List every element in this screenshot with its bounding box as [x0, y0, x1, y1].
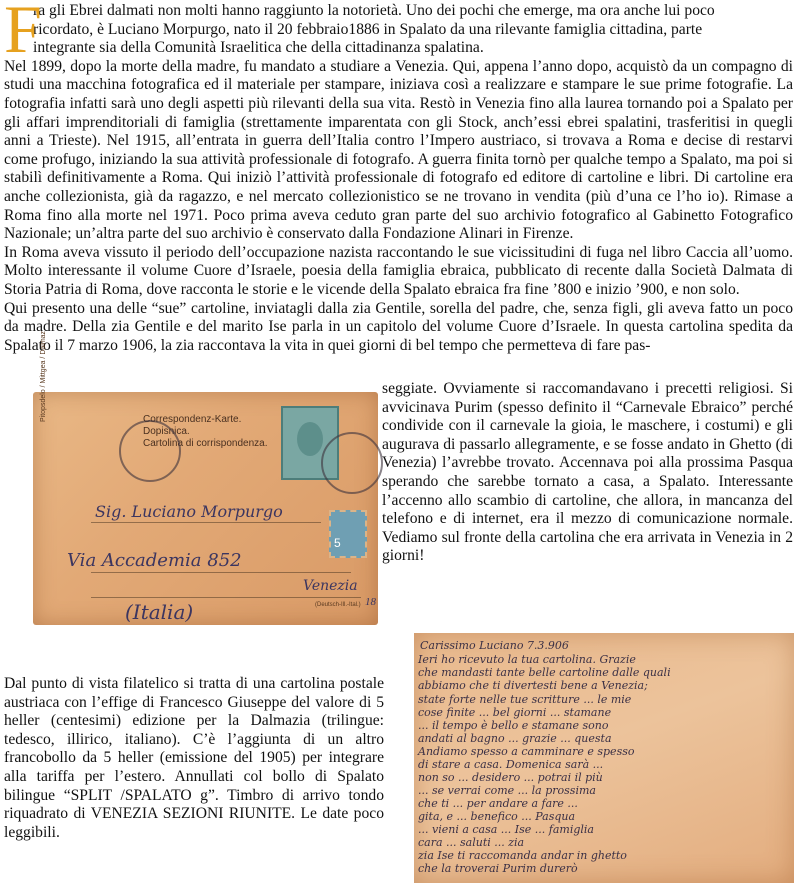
postmark-spalato	[119, 420, 181, 482]
paragraph-rome: In Roma aveva vissuto il periodo dell’occupazione nazista raccontando le sue vicissitudini di fuga nel libro Caccia all’uomo. Molto interessante il volume Cuore d’Israele, poesia della famiglia ebraica, pubblicato di recente dalla Società Dalmata di Storia Patria di Roma, dove racconta le storie e le vicende della Spalato ebraica fra fine ’800 e inizio ’900, e non solo.	[4, 243, 793, 298]
addressee-handwriting: Sig. Luciano Morpurgo	[95, 502, 283, 521]
left-column-text: Dal punto di vista filatelico si tratta di una cartolina postale austriaca con l’effige di Francesco Giuseppe del valore di 5 heller (centesimi) edizione per la Dalmazia (trilingue: tedesco, illirico, italiano). C’è l’aggiunta di un altro francobollo da 5 heller (emissione del 1905) per integrare alla tariffa per l’estero. Annullati col bollo di Spalato bilingue “SPLIT /SPALATO g”. Timbro di arrivo tondo riquadrato di VENEZIA SEZIONI RIUNITE. Le date poco leggibili.	[4, 675, 384, 841]
intro-paragraph	[4, 0, 793, 67]
address-line	[91, 572, 351, 573]
postcard-front-image	[33, 330, 378, 625]
intro-line-1: ra gli Ebrei dalmati non molti hanno raggiunto la notorietà. Uno dei pochi che emerge, ma ora anche lui poco	[33, 2, 715, 19]
postcard-header: Correspondenz-Karte. Dopisnica. Cartolina di corrispondenza.	[143, 414, 268, 449]
postcard-number: 18	[365, 596, 376, 608]
postcard-side-text: Pitopsdelo / Mittgea / Dalmaz	[40, 330, 47, 422]
extra-stamp	[329, 510, 367, 558]
right-column-text: seggiate. Ovviamente si raccomandavano i precetti religiosi. Si avvicinava Purim (spesso definito il “Carnevale Ebraico” perché condivide con il carnevale la gioia, le maschere, i costumi) e gli augurava di passarlo allegramente, e se fosse andato in Ghetto (di Venezia) l’avrebbe trovato. Accennava poi alla prossima Pasqua sperando che sarebbe tornato a casa, a Spalato. Interessante l’accenno allo scambio di cartoline, che allora, in mancanza del telefono e di internet, era il mezzo di comunicazione normale. Vediamo sul fronte della cartolina che era arrivata in Venezia in 2 giorni!	[382, 380, 793, 565]
postcard-back-image: Carissimo Luciano 7.3.906 Ieri ho ricevuto la tua cartolina. Grazie che mandasti tante belle cartoline dalle quali abbiamo che ti divertesti bene a Venezia; state forte nelle tue scritture ... le mie cose finite ... bel giorni ... stamane ... il tempo è bello e stamane sono andati al bagno ... grazie ... questa Andiamo spesso a camminare e spesso di stare a casa. Domenica sarà ... non so ... desidero ... potrai il più ... se verrai come ... la prossima che ti ... per andare a fare ... gita, e ... benefico ... Pasqua ... vieni a casa ... Ise ... famiglia cara ... saluti ... zia zia Ise ti raccomanda andar in ghetto che la troverai Purim durerò	[414, 633, 794, 883]
article-body	[4, 2, 793, 355]
printer-note: (Deutsch-Ill.-Ital.)	[315, 602, 361, 608]
street-handwriting: Via Accademia 852	[67, 550, 242, 571]
intro-line-3: integrante sia della Comunità Israelitica che della cittadinanza spalatina.	[33, 39, 484, 57]
postmark-venezia	[321, 432, 383, 494]
address-line	[91, 597, 361, 598]
drop-cap: F	[4, 0, 42, 67]
intro-line-2: ricordato, è Luciano Morpurgo, nato il 20 febbraio1886 in Spalato da una rilevante famiglia cittadina, parte	[33, 20, 703, 38]
city-handwriting: Venezia	[303, 578, 358, 594]
country-handwriting: (Italia)	[125, 600, 194, 624]
paragraph-postcard-intro: Qui presento una delle “sue” cartoline, inviatagli dalla zia Gentile, sorella del padre, che, senza figli, gli aveva fatto un poco da madre. Della zia Gentile e del marito Ise parla in un capitolo del volume Cuore d’Israele. In questa cartolina spedita da Spalato il 7 marzo 1906, la zia raccontava la vita in quei giorni di bel tempo che permetteva di fare pas-	[4, 299, 793, 354]
paragraph-venice: Nel 1899, dopo la morte della madre, fu mandato a studiare a Venezia. Qui, appena l’anno dopo, acquistò da un compagno di studi una macchina fotografica ed il materiale per stampare, iniziava così a realizzare e stampare le sue prime fotografie. La fotografia infatti sarà uno degli aspetti più rilevanti della sua vita. Restò in Venezia fino alla laurea tornando poi a Spalato per gli affari imprenditoriali di famiglia (strettamente imparentata con gli Stock, anch’essi ebrei spalatini, trasferitisi in quegli anni a Trieste). Nel 1915, all’entrata in guerra dell’Italia contro l’Impero austriaco, si trovava a Roma e decise di restarvi come profugo, iniziando la sua attività professionale di fotografo. A guerra finita tornò per qualche tempo a Spalato, ma poi si stabilì definitivamente a Roma. Qui iniziò l’attività professionale di fotografo ed editore di cartoline e libri. Di cartoline era anche collezionista, già da ragazzo, e nel mercato collezionistico se ne trovano in vendita (più d’una ce l’ho io). Rimase a Roma fino alla morte nel 1971. Poco prima aveva ceduto gran parte del suo archivio fotografico al Gabinetto Fotografico Nazionale; un’altra parte del suo archivio è conservato dalla Fondazione Alinari in Firenze.	[4, 57, 793, 243]
address-line	[91, 522, 321, 523]
